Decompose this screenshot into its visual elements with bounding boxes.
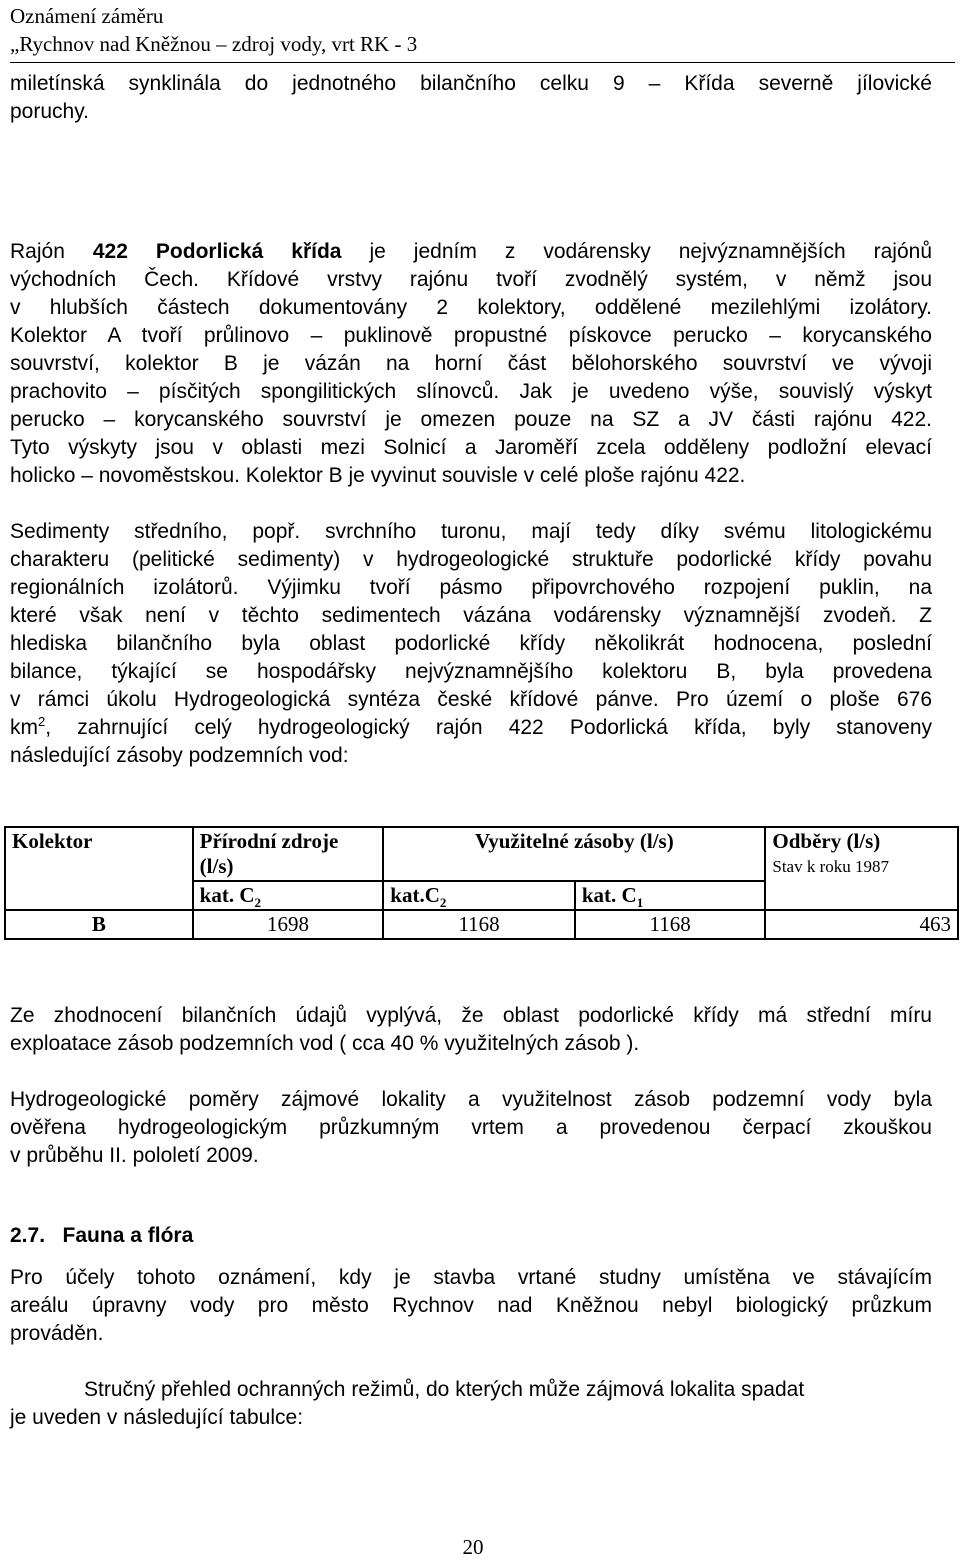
category-cell — [575, 881, 766, 910]
text-line: východních Čech. Křídové vrstvy rajónu tvoří zvodnělý systém, v němž jsou — [10, 268, 932, 291]
text-line: v hlubších částech dokumentovány 2 kolektory, oddělené mezilehlými izolátory. — [10, 296, 932, 319]
category-label: kat. C — [581, 883, 637, 907]
text-line: je uveden v následující tabulce: — [10, 1406, 304, 1429]
header-kolektor: Kolektor — [5, 827, 193, 910]
text-line: hlediska bilančního byla oblast podorlické křídy několikrát hodnocena, poslední — [10, 632, 932, 655]
text-line: Tyto výskyty jsou v oblasti mezi Solnicí a Jaroměří zcela odděleny podložní elevací — [10, 436, 932, 459]
category-cell — [193, 881, 384, 910]
text-line — [10, 238, 932, 266]
text-run: km — [10, 716, 38, 739]
text-line: Kolektor A tvoří průlinovo – puklinově propustné pískovce perucko – korycanského — [10, 324, 932, 347]
table-row — [5, 910, 958, 939]
text-line: Stručný přehled ochranných režimů, do kterých může zájmová lokalita spadat — [84, 1378, 805, 1401]
header-odbery — [765, 827, 958, 910]
category-cell — [383, 881, 575, 910]
text-line: prachovito – písčitých spongilitických slínovců. Jak je uvedeno výše, souvislý výskyt — [10, 380, 932, 403]
text-line: v rámci úkolu Hydrogeologická syntéza české křídové pánve. Pro území o ploše 676 — [10, 688, 932, 711]
paragraph-1 — [10, 70, 932, 126]
text-line: exploatace zásob podzemních vod ( cca 40 % využitelných zásob ). — [10, 1032, 640, 1055]
text-line: Ze zhodnocení bilančních údajů vyplývá, že oblast podorlické křídy má střední míru — [10, 1004, 932, 1027]
document-header — [10, 2, 417, 58]
header-vyuzitelne-zasoby: Využitelné zásoby (l/s) — [383, 827, 765, 881]
text-line: Pro účely tohoto oznámení, kdy je stavba vrtané studny umístěna ve stávajícím — [10, 1266, 932, 1289]
superscript: 2 — [38, 714, 46, 729]
text-line: poruchy. — [10, 100, 89, 123]
text-line: souvrství, kolektor B je vázán na horní část bělohorského souvrství ve vývoji — [10, 352, 932, 375]
text-run: Rajón — [10, 240, 93, 263]
table-header-row — [5, 827, 958, 881]
text-line: v průběhu II. pololetí 2009. — [10, 1144, 259, 1167]
text-line: regionálních izolátorů. Výjimku tvoří pásmo připovrchového rozpojení puklin, na — [10, 576, 932, 599]
cell-kolektor: B — [5, 910, 193, 939]
text-line: perucko – korycanského souvrství je omezen pouze na SZ a JV části rajónu 422. — [10, 408, 932, 431]
header-prirodni-zdroje: Přírodní zdroje (l/s) — [193, 827, 384, 881]
section-title: Fauna a flóra — [62, 1224, 194, 1247]
section-number: 2.7. — [10, 1224, 46, 1247]
category-label: kat.C — [390, 883, 440, 907]
text-line: bilance, týkající se hospodářsky nejvýznamnějšího kolektoru B, byla provedena — [10, 660, 932, 683]
text-line: charakteru (pelitické sedimenty) v hydrogeologické struktuře podorlické křídy povahu — [10, 548, 932, 571]
paragraph-6 — [10, 1264, 932, 1348]
category-subscript: 1 — [636, 895, 644, 911]
text-line: ověřena hydrogeologickým průzkumným vrtem a provedenou čerpací zkouškou — [10, 1116, 932, 1139]
text-line: holicko – novoměstskou. Kolektor B je vyvinut souvisle v celé ploše rajónu 422. — [10, 464, 746, 487]
text-line: následující zásoby podzemních vod: — [10, 744, 349, 767]
paragraph-3 — [10, 518, 932, 770]
paragraph-7 — [10, 1376, 932, 1432]
paragraph-5 — [10, 1086, 932, 1170]
text-line: Hydrogeologické poměry zájmové lokality a využitelnost zásob podzemní vody byla — [10, 1088, 932, 1111]
header-line-1: Oznámení záměru — [10, 4, 164, 28]
paragraph-4 — [10, 1002, 932, 1058]
text-line: miletínská synklinála do jednotného bilančního celku 9 – Křída severně jílovické — [10, 72, 932, 95]
text-line: prováděn. — [10, 1322, 104, 1345]
header-line-2: „Rychnov nad Kněžnou – zdroj vody, vrt RK - 3 — [10, 32, 418, 56]
cell-vyuz-c1: 1168 — [575, 910, 766, 939]
odbery-label: Odběry (l/s) — [772, 829, 881, 853]
reserves-table — [4, 826, 959, 940]
paragraph-2 — [10, 238, 932, 490]
category-subscript: 2 — [254, 895, 261, 911]
text-run: , zahrnující celý hydrogeologický rajón 422 Podorlická křída, byly stanoveny — [45, 716, 932, 739]
cell-prirodni: 1698 — [193, 910, 384, 939]
header-divider — [10, 62, 955, 63]
category-subscript: 2 — [439, 895, 447, 911]
text-line: Sedimenty středního, popř. svrchního turonu, mají tedy díky svému litologickému — [10, 520, 932, 543]
text-run: je jedním z vodárensky nejvýznamnějších rajónů — [341, 240, 932, 263]
cell-odbery: 463 — [765, 910, 958, 939]
section-heading — [10, 1222, 193, 1250]
text-line — [10, 714, 932, 742]
page-number: 20 — [462, 1535, 484, 1559]
odbery-note: Stav k roku 1987 — [772, 857, 890, 876]
cell-vyuz-c2: 1168 — [383, 910, 575, 939]
text-line: které však není v těchto sedimentech vázána vodárensky významnější zvodeň. Z — [10, 604, 932, 627]
rajon-name: 422 Podorlická křída — [92, 240, 342, 263]
category-label: kat. C — [199, 883, 255, 907]
text-line: areálu úpravny vody pro město Rychnov nad Kněžnou nebyl biologický průzkum — [10, 1294, 932, 1317]
